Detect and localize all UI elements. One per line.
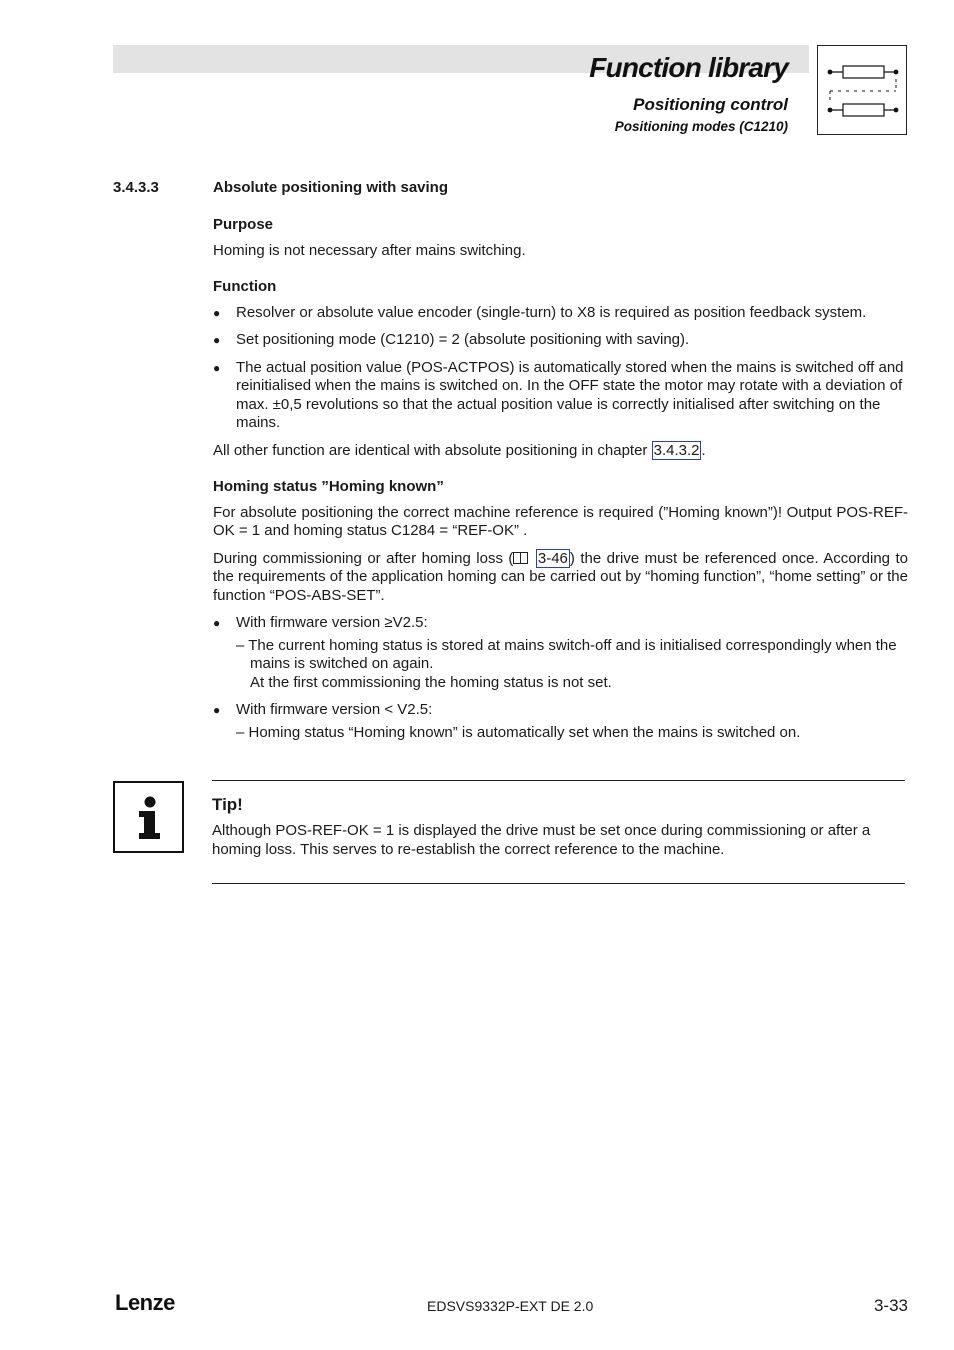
homing-para-2 bbox=[213, 550, 908, 606]
function-block-icon bbox=[817, 45, 907, 135]
function-heading: Function bbox=[213, 278, 277, 295]
page-subtitle: Positioning control bbox=[633, 95, 788, 114]
main-content bbox=[213, 216, 908, 751]
firmware-label: ● With firmware version ≥V2.5: bbox=[236, 614, 428, 631]
homing-para-1: For absolute positioning the correct machine reference is required (”Homing known”)! Output POS-REF-OK = 1 and homing status C1284 = “REF-OK” . bbox=[213, 503, 908, 539]
page-link[interactable]: 3-46 bbox=[537, 549, 568, 567]
dash-line: – Homing status “Homing known” is automatically set when the mains is switched on. bbox=[236, 723, 801, 741]
homing-para-2-start: During commissioning or after homing loss ( bbox=[213, 549, 514, 567]
homing-para-2-end: ) the drive must be referenced once. According to the requirements of the application homing can be carried out by “homing function”, “home setting” or the function “POS-ABS-SET”. bbox=[213, 549, 908, 604]
book-icon bbox=[513, 552, 528, 564]
page-subsubtitle: Positioning modes (C1210) bbox=[614, 119, 788, 134]
section-number: 3.4.3.3 bbox=[113, 179, 159, 196]
purpose-text: Homing is not necessary after mains switching. bbox=[213, 241, 526, 259]
page-title: Function library bbox=[589, 52, 788, 83]
tip-bottom-rule bbox=[212, 883, 905, 884]
function-list bbox=[213, 304, 908, 433]
list-item: ● Set positioning mode (C1210) = 2 (absolute positioning with saving). bbox=[213, 331, 908, 350]
chapter-link[interactable]: 3.4.3.2 bbox=[653, 441, 700, 459]
dash-line: – The current homing status is stored at mains switch-off and is initialised correspondingly when the mains is switched on again. bbox=[236, 636, 897, 672]
dash-item bbox=[236, 724, 908, 743]
function-note bbox=[213, 442, 908, 461]
list-item: ● The actual position value (POS-ACTPOS) is automatically stored when the mains is switched off and reinitialised when the mains is switched on. In the OFF state the motor may rotate with a deviation of max. ±0,5 revolutions so that the actual position value is correctly initialised after switching on the mains. bbox=[213, 359, 908, 433]
info-icon bbox=[113, 781, 184, 853]
function-note-end: . bbox=[701, 441, 706, 459]
dash-line: At the first commissioning the homing status is not set. bbox=[250, 673, 612, 691]
function-note-text: All other function are identical with absolute positioning in chapter bbox=[213, 441, 652, 459]
brand-logo: Lenze bbox=[115, 1290, 175, 1315]
firmware-label: ● With firmware version < V2.5: bbox=[236, 701, 433, 718]
firmware-list bbox=[213, 614, 908, 742]
page-number: 3-33 bbox=[873, 1296, 908, 1315]
tip-text: Although POS-REF-OK = 1 is displayed the drive must be set once during commissioning or after a homing loss. This serves to re-establish the correct reference to the machine. bbox=[212, 822, 871, 858]
tip-top-rule bbox=[212, 780, 905, 781]
section-title: Absolute positioning with saving bbox=[213, 179, 448, 196]
list-item bbox=[213, 701, 908, 742]
list-item: ● Resolver or absolute value encoder (single-turn) to X8 is required as position feedback system. bbox=[213, 304, 908, 323]
tip-title: Tip! bbox=[212, 795, 243, 814]
homing-heading: Homing status ”Homing known” bbox=[213, 478, 444, 495]
purpose-heading: Purpose bbox=[213, 216, 274, 233]
document-id: EDSVS9332P-EXT DE 2.0 bbox=[427, 1298, 594, 1314]
dash-item bbox=[236, 637, 908, 693]
list-item bbox=[213, 614, 908, 692]
